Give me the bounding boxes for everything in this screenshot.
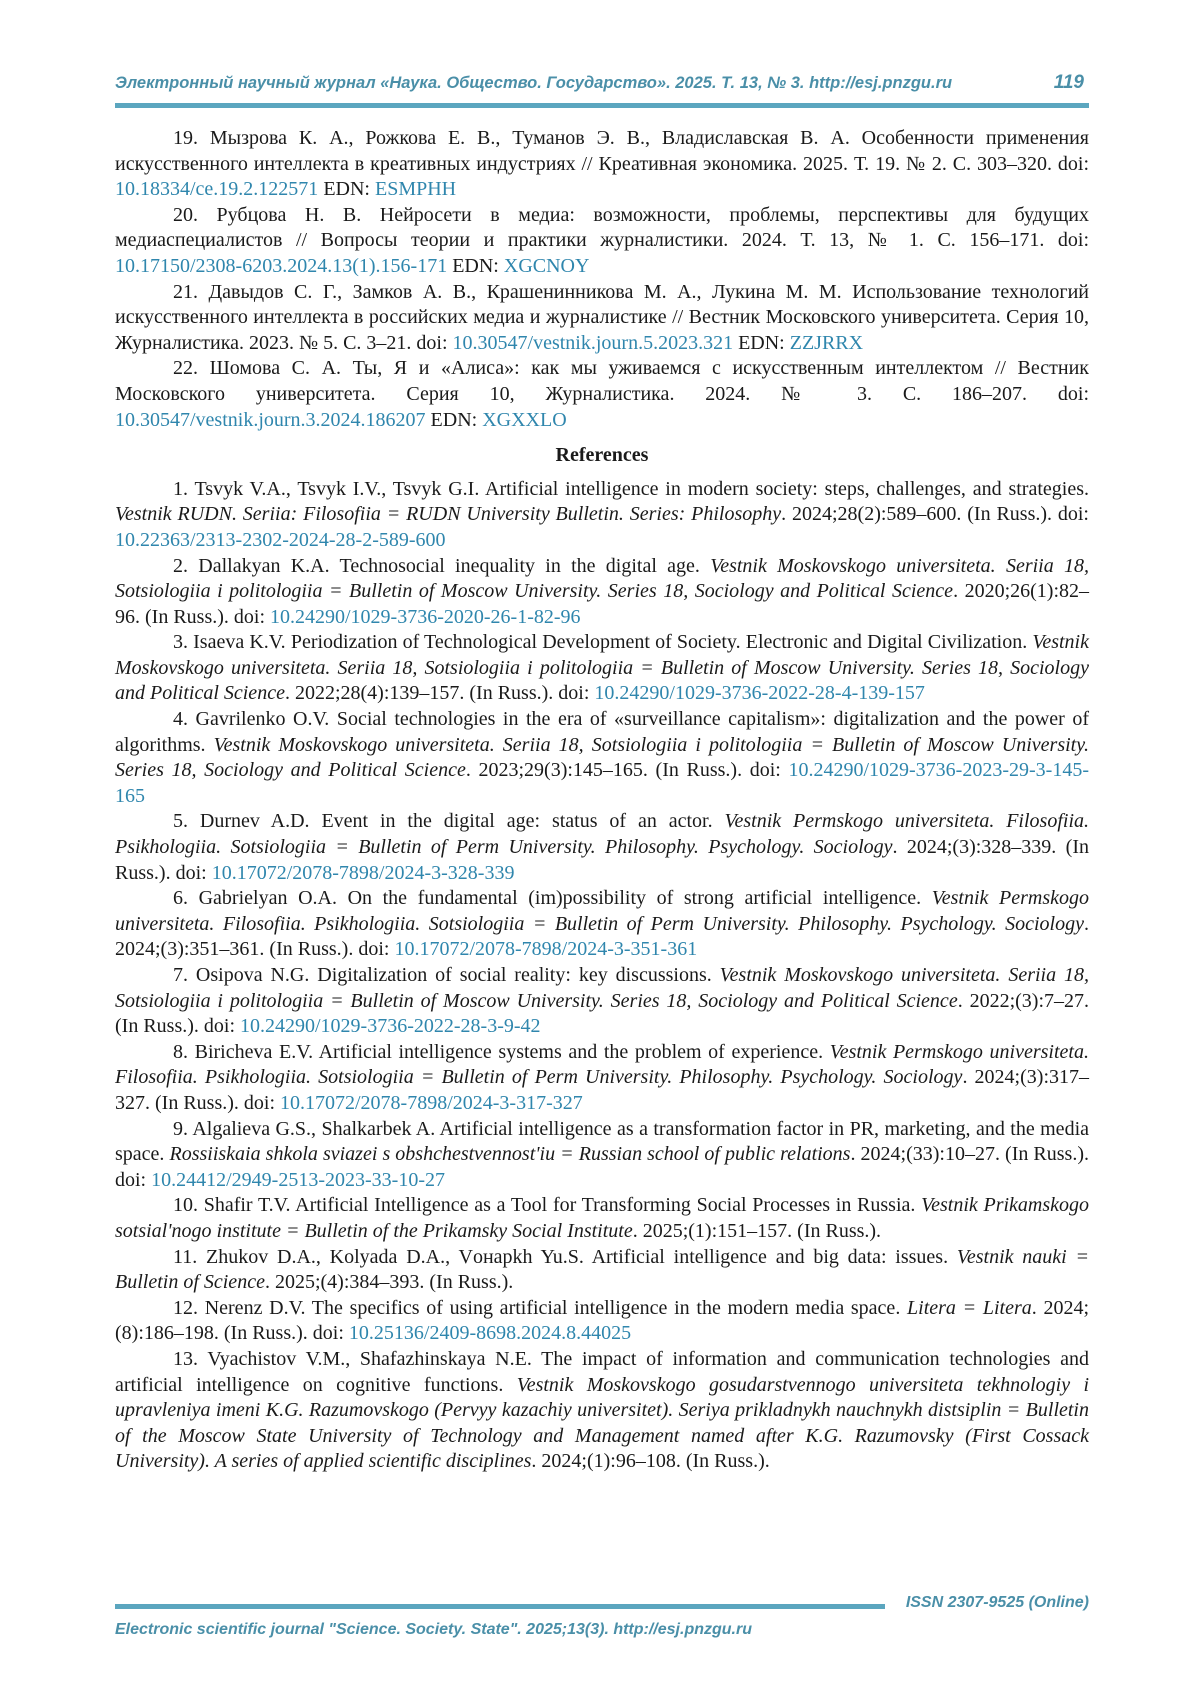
references-heading: References bbox=[555, 444, 649, 467]
list-item: 6. Gabrielyan O.A. On the fundamental (im)possibility of strong artificial intelligence. Vestnik Permskogo universiteta. Filosofiia. Psikhologiia. Sotsiologiia = Bulletin of Perm University. Philosophy. Psychology. Sociology. 2024;(3):351–361. (In Russ.). doi: 10.17072/2078-7898/2024-3-351-361 bbox=[115, 887, 1089, 961]
list-item: 2. Dallakyan K.A. Technosocial inequality in the digital age. Vestnik Moskovskogo universiteta. Seriia 18, Sotsiologiia i politologiia = Bulletin of Moscow University. Series 18, Sociology and Political Science. 2020;26(1):82–96. (In Russ.). doi: 10.24290/1029-3736-2020-26-1-82-96 bbox=[115, 554, 1090, 628]
running-header bbox=[115, 70, 1089, 100]
list-item: 13. Vyachistov V.M., Shafazhinskaya N.E. The impact of information and communication technologies and artificial intelligence on cognitive functions. Vestnik Moskovskogo gosudarstvennogo universiteta tekhnologiy i upravleniya imeni K.G. Razumovskogo (Pervyy kazachiy universitet). Seriya prikladnykh nauchnykh distsiplin = Bulletin of the Moscow State University of Technology and Management named after K.G. Razumovsky (First Cossack University). A series of applied scientific disciplines. 2024;(1):96–108. (In Russ.). bbox=[115, 1347, 1089, 1473]
doi-link[interactable]: 10.24290/1029-3736-2020-26-1-82-96 bbox=[270, 605, 581, 628]
doi-link[interactable]: 10.25136/2409-8698.2024.8.44025 bbox=[348, 1322, 632, 1345]
list-item: 9. Algalieva G.S., Shalkarbek A. Artificial intelligence as a transformation factor in PR, marketing, and the media space. Rossiiskaia shkola sviazei s obshchestvennost'iu = Russian school of public relations. 2024;(33):10–27. (In Russ.). doi: 10.24412/2949-2513-2023-33-10-27 bbox=[115, 1117, 1089, 1191]
list-item: 8. Biricheva E.V. Artificial intelligence systems and the problem of experience. Vestnik Permskogo universiteta. Filosofiia. Psikhologiia. Sotsiologiia = Bulletin of Perm University. Philosophy. Psychology. Sociology. 2024;(3):317–327. (In Russ.). doi: 10.17072/2078-7898/2024-3-317-327 bbox=[115, 1040, 1089, 1114]
doi-link[interactable]: 10.17150/2308-6203.2024.13(1).156-171 bbox=[115, 254, 448, 277]
list-item: 7. Osipova N.G. Digitalization of social reality: key discussions. Vestnik Moskovskogo universiteta. Seriia 18, Sotsiologiia i politologiia = Bulletin of Moscow University. Series 18, Sociology and Political Science. 2022;(3):7–27. (In Russ.). doi: 10.24290/1029-3736-2022-28-3-9-42 bbox=[115, 964, 1090, 1038]
edn-link[interactable]: ESMPHH bbox=[374, 178, 457, 201]
journal-header: Электронный научный журнал «Наука. Общество. Государство». 2025. Т. 13, № 3. http://esj.pnzgu.ru bbox=[115, 74, 953, 92]
footer-rule bbox=[115, 1604, 885, 1609]
list-item: 22. Шомова С. А. Ты, Я и «Алиса»: как мы уживаемся с искусственным интеллектом // Вестник Московского университета. Серия 10, Журналистика. 2024. № 3. С. 186–207. doi: 10.30547/vestnik.journ.3.2024.186207 EDN: XGXXLO bbox=[115, 357, 1089, 431]
list-item: 11. Zhukov D.A., Kolyada D.A., Vонapkh Yu.S. Artificial intelligence and big data: issues. Vestnik nauki = Bulletin of Science. 2025;(4):384–393. (In Russ.). bbox=[115, 1245, 1089, 1294]
doi-link[interactable]: 10.30547/vestnik.journ.5.2023.321 bbox=[452, 331, 734, 354]
list-item: 1. Tsvyk V.A., Tsvyk I.V., Tsvyk G.I. Artificial intelligence in modern society: steps, challenges, and strategies. Vestnik RUDN. Seriia: Filosofiia = RUDN University Bulletin. Series: Philosophy. 2024;28(2):589–600. (In Russ.). doi: 10.22363/2313-2302-2024-28-2-589-600 bbox=[115, 477, 1089, 551]
list-item: 5. Durnev A.D. Event in the digital age: status of an actor. Vestnik Permskogo universiteta. Filosofiia. Psikhologiia. Sotsiologiia = Bulletin of Perm University. Philosophy. Psychology. Sociology. 2024;(3):328–339. (In Russ.). doi: 10.17072/2078-7898/2024-3-328-339 bbox=[115, 810, 1089, 884]
doi-link[interactable]: 10.24290/1029-3736-2023-29-3-145-165 bbox=[115, 759, 1089, 807]
list-item: 3. Isaeva K.V. Periodization of Technological Development of Society. Electronic and Digital Civilization. Vestnik Moskovskogo universiteta. Seriia 18, Sotsiologiia i politologiia = Bulletin of Moscow University. Series 18, Sociology and Political Science. 2022;28(4):139–157. (In Russ.). doi: 10.24290/1029-3736-2022-28-4-139-157 bbox=[115, 631, 1089, 705]
edn-link[interactable]: ZZJRRX bbox=[789, 331, 864, 354]
list-item: 20. Рубцова Н. В. Нейросети в медиа: возможности, проблемы, перспективы для будущих медиаспециалистов // Вопросы теории и практики журналистики. 2024. Т. 13, № 1. С. 156–171. doi: 10.17150/2308-6203.2024.13(1).156-171 EDN: XGCNOY bbox=[115, 203, 1089, 277]
list-item: 4. Gavrilenko O.V. Social technologies in the era of «surveillance capitalism»: digitalization and the power of algorithms. Vestnik Moskovskogo universiteta. Seriia 18, Sotsiologiia i politologiia = Bulletin of Moscow University. Series 18, Sociology and Political Science. 2023;29(3):145–165. (In Russ.). doi: 10.24290/1029-3736-2023-29-3-145-165 bbox=[115, 708, 1090, 807]
page-number: 119 bbox=[1053, 72, 1084, 93]
references-body bbox=[115, 126, 1089, 1475]
doi-link[interactable]: 10.24412/2949-2513-2023-33-10-27 bbox=[151, 1168, 445, 1191]
doi-link[interactable]: 10.17072/2078-7898/2024-3-351-361 bbox=[394, 938, 698, 961]
edn-link[interactable]: XGCNOY bbox=[503, 254, 590, 277]
doi-link[interactable]: 10.24290/1029-3736-2022-28-4-139-157 bbox=[594, 682, 925, 705]
edn-link[interactable]: XGXXLO bbox=[482, 408, 567, 431]
doi-link[interactable]: 10.17072/2078-7898/2024-3-328-339 bbox=[211, 861, 515, 884]
list-item: 12. Nerenz D.V. The specifics of using artificial intelligence in the modern media space. Litera = Litera. 2024;(8):186–198. (In Russ.). doi: 10.25136/2409-8698.2024.8.44025 bbox=[115, 1296, 1089, 1345]
list-item: 21. Давыдов С. Г., Замков А. В., Крашенинникова М. А., Лукина М. М. Использование технологий искусственного интеллекта в российских медиа и журналистике // Вестник Московского университета. Серия 10, Журналистика. 2023. № 5. С. 3–21. doi: 10.30547/vestnik.journ.5.2023.321 EDN: ZZJRRX bbox=[115, 280, 1089, 354]
doi-link[interactable]: 10.17072/2078-7898/2024-3-317-327 bbox=[280, 1091, 583, 1114]
footer-journal: Electronic scientific journal "Science. Society. State". 2025;13(3). http://esj.pnzgu.ru bbox=[115, 1621, 752, 1638]
doi-link[interactable]: 10.24290/1029-3736-2022-28-3-9-42 bbox=[240, 1015, 541, 1038]
doi-link[interactable]: 10.22363/2313-2302-2024-28-2-589-600 bbox=[115, 528, 446, 551]
doi-link[interactable]: 10.18334/ce.19.2.122571 bbox=[115, 178, 319, 201]
issn-label: ISSN 2307-9525 (Online) bbox=[905, 1594, 1089, 1611]
list-item: 10. Shafir T.V. Artificial Intelligence as a Tool for Transforming Social Processes in Russia. Vestnik Prikamskogo sotsial'nogo institute = Bulletin of the Prikamsky Social Institute. 2025;(1):151–157. (In Russ.). bbox=[115, 1194, 1090, 1242]
header-rule bbox=[115, 103, 1089, 108]
list-item: 19. Мызрова К. А., Рожкова Е. В., Туманов Э. В., Владиславская В. А. Особенности применения искусственного интеллекта в креативных индустриях // Креативная экономика. 2025. Т. 19. № 2. С. 303–320. doi: 10.18334/ce.19.2.122571 EDN: ESMPHH bbox=[115, 127, 1089, 201]
doi-link[interactable]: 10.30547/vestnik.journ.3.2024.186207 bbox=[115, 408, 426, 431]
